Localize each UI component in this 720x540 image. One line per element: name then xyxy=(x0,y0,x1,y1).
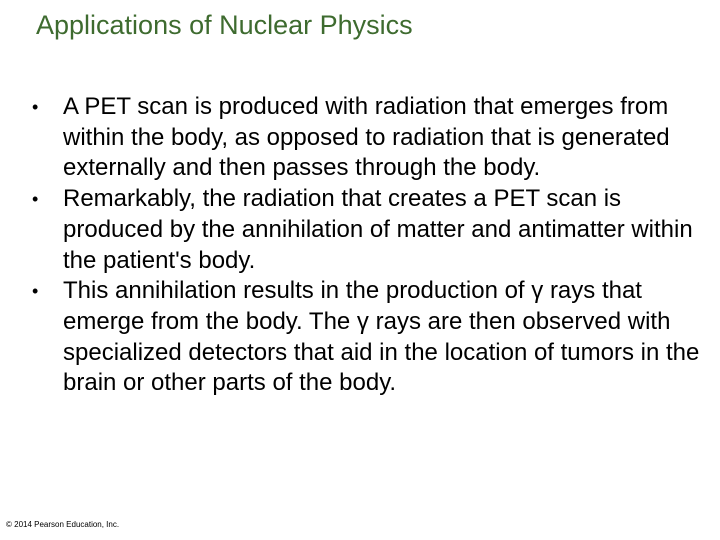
bullet-item-gamma-rays xyxy=(32,276,702,399)
bullet-item-pet-scan xyxy=(32,92,702,184)
slide-title: Applications of Nuclear Physics xyxy=(36,10,413,40)
bullet-text: This annihilation results in the production of γ rays that emerge from the body. The γ rays are then observed with specialized detectors that aid in the location of tumors in the brain or other parts of the body. xyxy=(63,277,700,397)
bullet-item-annihilation xyxy=(32,184,702,276)
bullet-text: Remarkably, the radiation that creates a PET scan is produced by the annihilation of matter and antimatter within the patient's body. xyxy=(63,185,693,274)
bullet-dot-icon: • xyxy=(32,189,39,210)
bullet-dot-icon: • xyxy=(32,281,39,302)
footer-copyright: © 2014 Pearson Education, Inc. xyxy=(6,520,120,529)
bullet-dot-icon: • xyxy=(32,97,39,117)
bullet-list xyxy=(32,92,702,399)
bullet-text: A PET scan is produced with radiation that emerges from within the body, as opposed to radiation that is generated externally and then passes through the body. xyxy=(63,93,670,182)
